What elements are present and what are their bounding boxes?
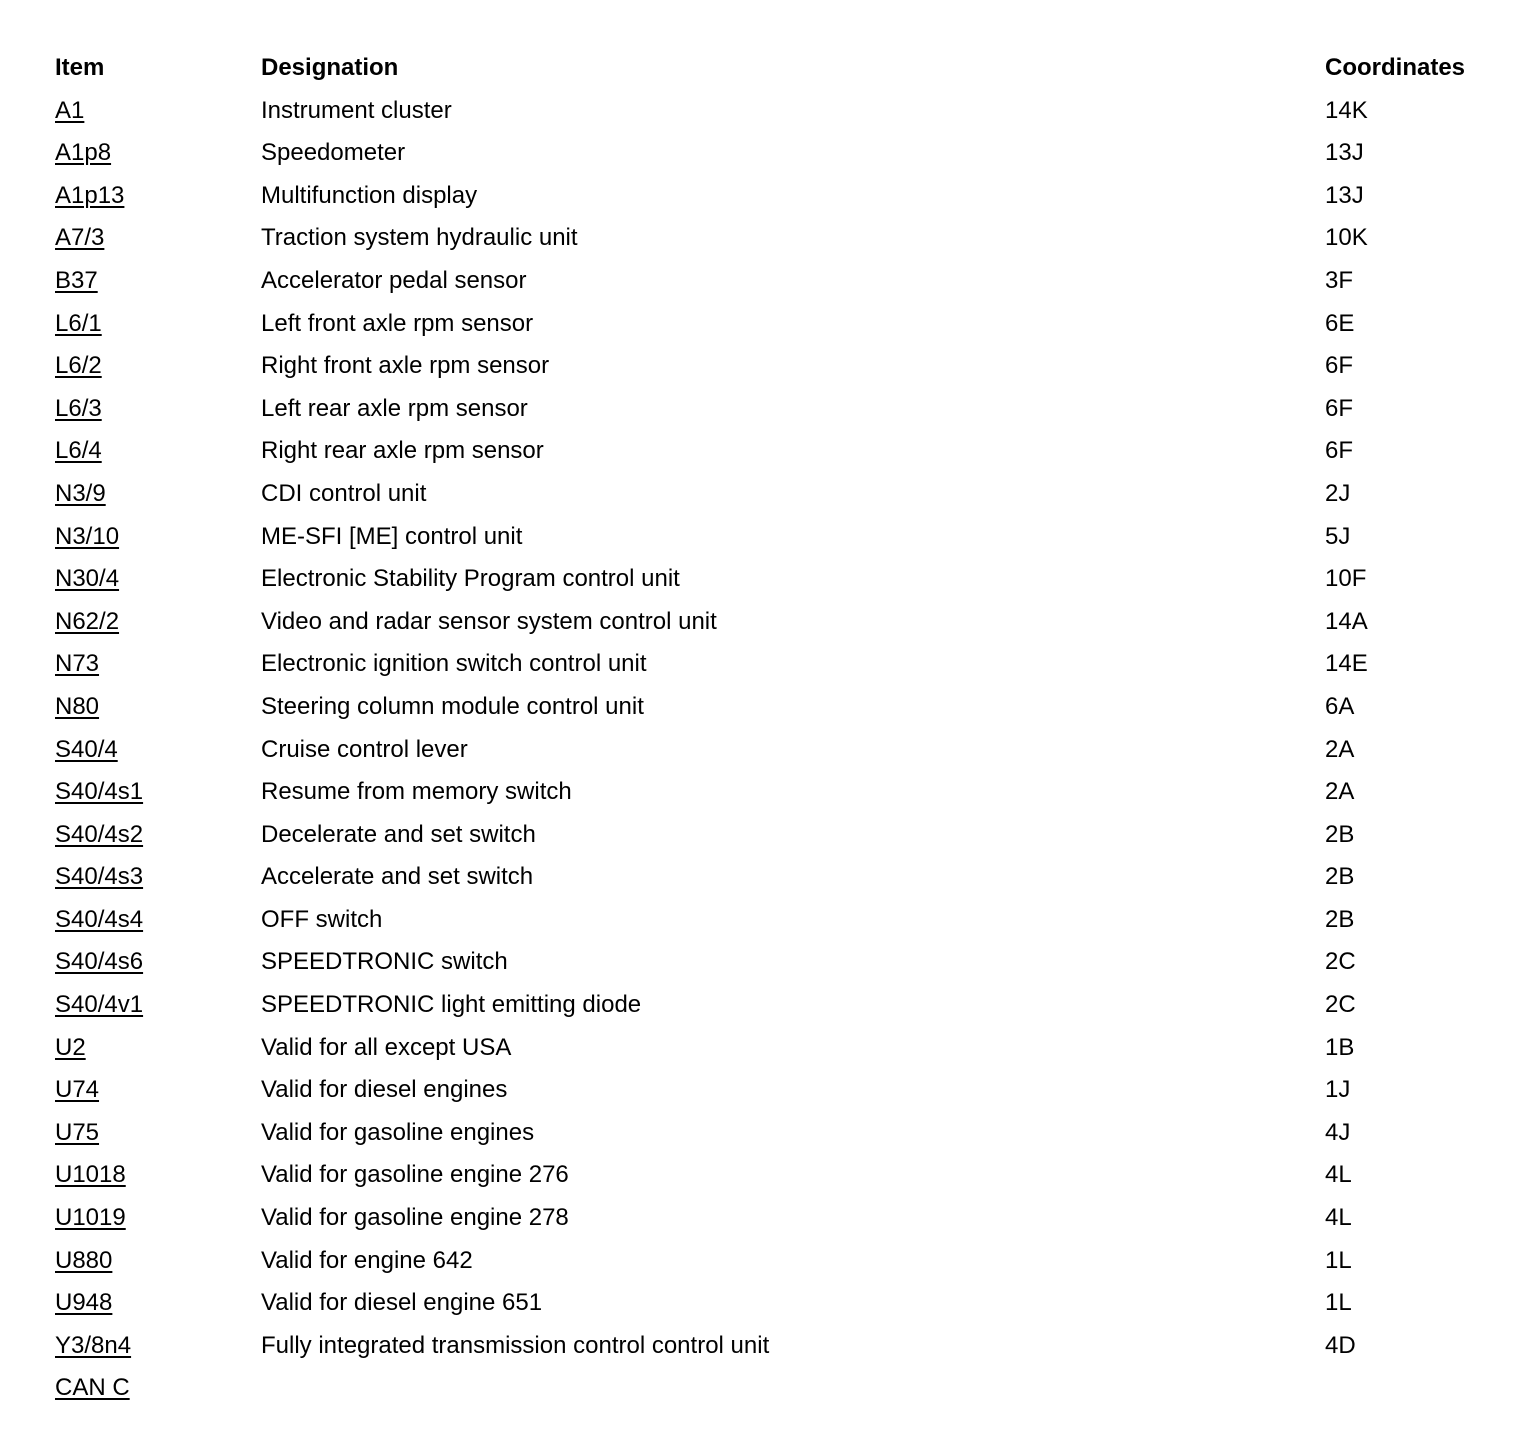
- coordinates-text: 2J: [1325, 479, 1351, 507]
- item-link[interactable]: L6/2: [55, 352, 102, 380]
- table-row: [55, 175, 1505, 218]
- table-row: [55, 729, 1505, 772]
- designation-text: CDI control unit: [261, 479, 427, 507]
- table-row: [55, 601, 1505, 644]
- item-link[interactable]: S40/4s2: [55, 820, 144, 848]
- designation-text: Valid for gasoline engines: [261, 1118, 535, 1146]
- coordinates-text: 2A: [1325, 778, 1355, 806]
- designation-text: Electronic Stability Program control unit: [261, 565, 680, 593]
- designation-text: Steering column module control unit: [261, 692, 644, 720]
- designation-text: Valid for engine 642: [261, 1246, 473, 1274]
- table-row: [55, 1240, 1505, 1283]
- table-row: [55, 686, 1505, 729]
- designation-text: Right rear axle rpm sensor: [261, 437, 544, 465]
- designation-text: Left rear axle rpm sensor: [261, 394, 528, 422]
- designation-text: Video and radar sensor system control unit: [261, 607, 717, 635]
- table-row: [55, 430, 1505, 473]
- coordinates-text: 4L: [1325, 1161, 1352, 1189]
- item-link[interactable]: N80: [55, 692, 100, 720]
- designation-text: SPEEDTRONIC switch: [261, 948, 508, 976]
- item-link[interactable]: A1p13: [55, 181, 125, 209]
- coordinates-text: 1J: [1325, 1076, 1351, 1104]
- table-row: [55, 1367, 1505, 1410]
- coordinates-text: 4J: [1325, 1118, 1351, 1146]
- item-link[interactable]: Y3/8n4: [55, 1331, 132, 1359]
- coordinates-text: 6E: [1325, 309, 1355, 337]
- coordinates-text: 1L: [1325, 1289, 1352, 1317]
- designation-text: Fully integrated transmission control control unit: [261, 1331, 770, 1359]
- table-row: [55, 1282, 1505, 1325]
- table-row: [55, 643, 1505, 686]
- designation-text: Decelerate and set switch: [261, 820, 536, 848]
- table-row: [55, 473, 1505, 516]
- item-link[interactable]: S40/4s1: [55, 778, 144, 806]
- item-link[interactable]: S40/4s3: [55, 863, 144, 891]
- item-link[interactable]: U2: [55, 1033, 86, 1061]
- component-legend-table: [55, 47, 1505, 1410]
- designation-text: Valid for gasoline engine 276: [261, 1161, 569, 1189]
- designation-text: Accelerator pedal sensor: [261, 266, 527, 294]
- table-row: [55, 90, 1505, 133]
- coordinates-text: 5J: [1325, 522, 1351, 550]
- designation-text: ME-SFI [ME] control unit: [261, 522, 523, 550]
- coordinates-text: 10F: [1325, 565, 1367, 593]
- table-row: [55, 899, 1505, 942]
- coordinates-text: 6F: [1325, 352, 1354, 380]
- coordinates-text: 14E: [1325, 650, 1368, 678]
- item-link[interactable]: U74: [55, 1076, 100, 1104]
- coordinates-text: 4L: [1325, 1204, 1352, 1232]
- table-row: [55, 771, 1505, 814]
- designation-text: Speedometer: [261, 139, 406, 167]
- designation-text: Multifunction display: [261, 181, 478, 209]
- coordinates-text: 6A: [1325, 692, 1355, 720]
- item-link[interactable]: N73: [55, 650, 100, 678]
- designation-text: SPEEDTRONIC light emitting diode: [261, 991, 642, 1019]
- table-row: [55, 260, 1505, 303]
- table-row: [55, 1325, 1505, 1368]
- column-header-item: Item: [55, 54, 105, 81]
- table-row: [55, 558, 1505, 601]
- coordinates-text: 2B: [1325, 863, 1355, 891]
- item-link[interactable]: S40/4: [55, 735, 118, 763]
- item-link[interactable]: A7/3: [55, 224, 105, 252]
- table-body: [55, 90, 1505, 1410]
- coordinates-text: 10K: [1325, 224, 1368, 252]
- item-link[interactable]: U1018: [55, 1161, 126, 1189]
- table-row: [55, 388, 1505, 431]
- table-row: [55, 303, 1505, 346]
- table-row: [55, 814, 1505, 857]
- coordinates-text: 2A: [1325, 735, 1355, 763]
- coordinates-text: 2B: [1325, 905, 1355, 933]
- item-link[interactable]: U75: [55, 1118, 100, 1146]
- item-link[interactable]: N30/4: [55, 565, 120, 593]
- designation-text: OFF switch: [261, 905, 383, 933]
- column-header-designation: Designation: [261, 54, 399, 81]
- coordinates-text: 2C: [1325, 948, 1356, 976]
- item-link[interactable]: B37: [55, 266, 98, 294]
- item-link[interactable]: A1p8: [55, 139, 112, 167]
- table-row: [55, 1027, 1505, 1070]
- coordinates-text: 13J: [1325, 139, 1364, 167]
- designation-text: Right front axle rpm sensor: [261, 352, 550, 380]
- column-header-coordinates: Coordinates: [1325, 54, 1466, 81]
- table-row: [55, 345, 1505, 388]
- coordinates-text: 6F: [1325, 394, 1354, 422]
- coordinates-text: 14K: [1325, 96, 1368, 124]
- coordinates-text: 2C: [1325, 991, 1356, 1019]
- item-link[interactable]: A1: [55, 96, 85, 124]
- item-link[interactable]: U1019: [55, 1204, 126, 1232]
- item-link[interactable]: L6/4: [55, 437, 102, 465]
- coordinates-text: 2B: [1325, 820, 1355, 848]
- designation-text: Electronic ignition switch control unit: [261, 650, 647, 678]
- table-row: [55, 941, 1505, 984]
- designation-text: Traction system hydraulic unit: [261, 224, 578, 252]
- designation-text: Valid for diesel engines: [261, 1076, 508, 1104]
- coordinates-text: 6F: [1325, 437, 1354, 465]
- table-row: [55, 1154, 1505, 1197]
- item-link[interactable]: S40/4s6: [55, 948, 144, 976]
- designation-text: Resume from memory switch: [261, 778, 572, 806]
- item-link[interactable]: N3/10: [55, 522, 120, 550]
- coordinates-text: 14A: [1325, 607, 1368, 635]
- designation-text: Accelerate and set switch: [261, 863, 534, 891]
- table-row: [55, 856, 1505, 899]
- coordinates-text: 1B: [1325, 1033, 1355, 1061]
- coordinates-text: 1L: [1325, 1246, 1352, 1274]
- coordinates-text: 4D: [1325, 1331, 1356, 1359]
- designation-text: Valid for all except USA: [261, 1033, 512, 1061]
- item-link[interactable]: U880: [55, 1246, 113, 1274]
- designation-text: Left front axle rpm sensor: [261, 309, 534, 337]
- table-header-row: [55, 47, 1505, 90]
- designation-text: Cruise control lever: [261, 735, 468, 763]
- item-link[interactable]: L6/1: [55, 309, 102, 337]
- table-row: [55, 984, 1505, 1027]
- item-link[interactable]: N62/2: [55, 607, 120, 635]
- table-row: [55, 132, 1505, 175]
- item-link[interactable]: CAN C: [55, 1374, 130, 1402]
- table-row: [55, 1197, 1505, 1240]
- item-link[interactable]: L6/3: [55, 394, 102, 422]
- table-row: [55, 516, 1505, 559]
- item-link[interactable]: U948: [55, 1289, 113, 1317]
- item-link[interactable]: N3/9: [55, 479, 106, 507]
- designation-text: Instrument cluster: [261, 96, 452, 124]
- table-row: [55, 217, 1505, 260]
- coordinates-text: 13J: [1325, 181, 1364, 209]
- designation-text: Valid for gasoline engine 278: [261, 1204, 569, 1232]
- designation-text: Valid for diesel engine 651: [261, 1289, 543, 1317]
- table-row: [55, 1112, 1505, 1155]
- item-link[interactable]: S40/4v1: [55, 991, 144, 1019]
- table-row: [55, 1069, 1505, 1112]
- coordinates-text: 3F: [1325, 266, 1354, 294]
- item-link[interactable]: S40/4s4: [55, 905, 144, 933]
